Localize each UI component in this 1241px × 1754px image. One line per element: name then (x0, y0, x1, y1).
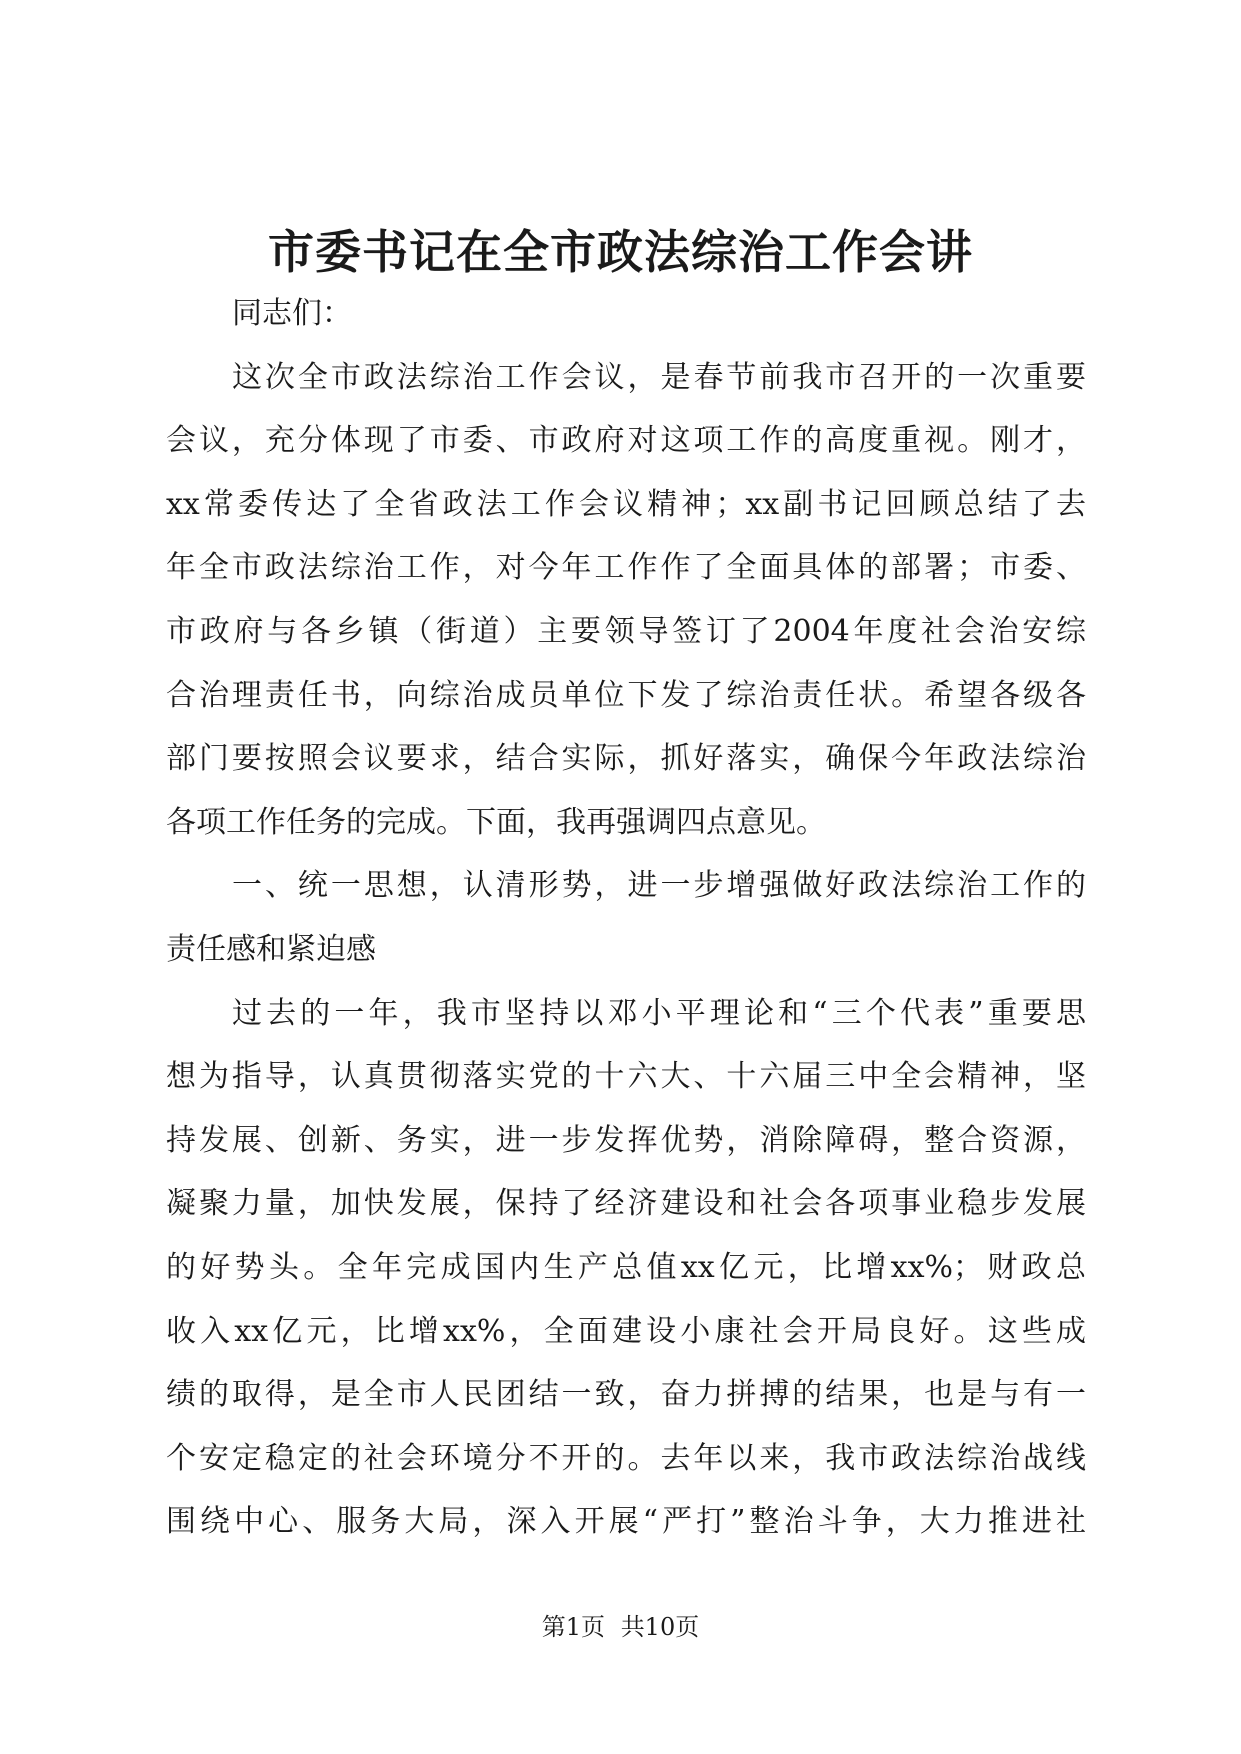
body-line: 部门要按照会议要求，结合实际，抓好落实，确保今年政法综治 (166, 741, 1086, 777)
body-line: 的好势头。全年完成国内生产总值xx亿元，比增xx%；财政总 (166, 1249, 1086, 1285)
body-line: 个安定稳定的社会环境分不开的。去年以来，我市政法综治战线 (166, 1440, 1086, 1476)
page-footer (0, 1612, 1241, 1642)
body-line: xx常委传达了全省政法工作会议精神；xx副书记回顾总结了去 (166, 486, 1086, 522)
document-title: 市委书记在全市政法综治工作会讲 (268, 225, 973, 279)
body-line: 想为指导，认真贯彻落实党的十六大、十六届三中全会精神，坚 (166, 1059, 1086, 1095)
page-total: 共10页 (620, 1613, 700, 1641)
body-line: 围绕中心、服务大局，深入开展“严打”整治斗争，大力推进社 (166, 1504, 1086, 1540)
section-heading-line: 责任感和紧迫感 (166, 931, 376, 967)
page-number: 第1页 (541, 1613, 606, 1641)
body-line: 收入xx亿元，比增xx%，全面建设小康社会开局良好。这些成 (166, 1313, 1086, 1349)
body-line: 持发展、创新、务实，进一步发挥优势，消除障碍，整合资源， (166, 1122, 1086, 1158)
section-heading-line: 一、统一思想，认清形势，进一步增强做好政法综治工作的 (232, 868, 1086, 904)
body-line: 绩的取得，是全市人民团结一致，奋力拼搏的结果，也是与有一 (166, 1377, 1086, 1413)
body-line: 合治理责任书，向综治成员单位下发了综治责任状。希望各级各 (166, 677, 1086, 713)
salutation-line: 同志们： (232, 296, 352, 331)
body-line: 市政府与各乡镇（街道）主要领导签订了2004年度社会治安综 (166, 613, 1086, 649)
body-line: 会议，充分体现了市委、市政府对这项工作的高度重视。刚才， (166, 423, 1086, 459)
body-line: 年全市政法综治工作，对今年工作作了全面具体的部署；市委、 (166, 550, 1086, 586)
body-line: 凝聚力量，加快发展，保持了经济建设和社会各项事业稳步发展 (166, 1186, 1086, 1222)
document-body (166, 282, 1086, 1554)
body-line: 这次全市政法综治工作会议，是春节前我市召开的一次重要 (232, 359, 1086, 395)
body-line: 过去的一年，我市坚持以邓小平理论和“三个代表”重要思 (232, 995, 1086, 1031)
body-line: 各项工作任务的完成。下面，我再强调四点意见。 (166, 804, 826, 840)
